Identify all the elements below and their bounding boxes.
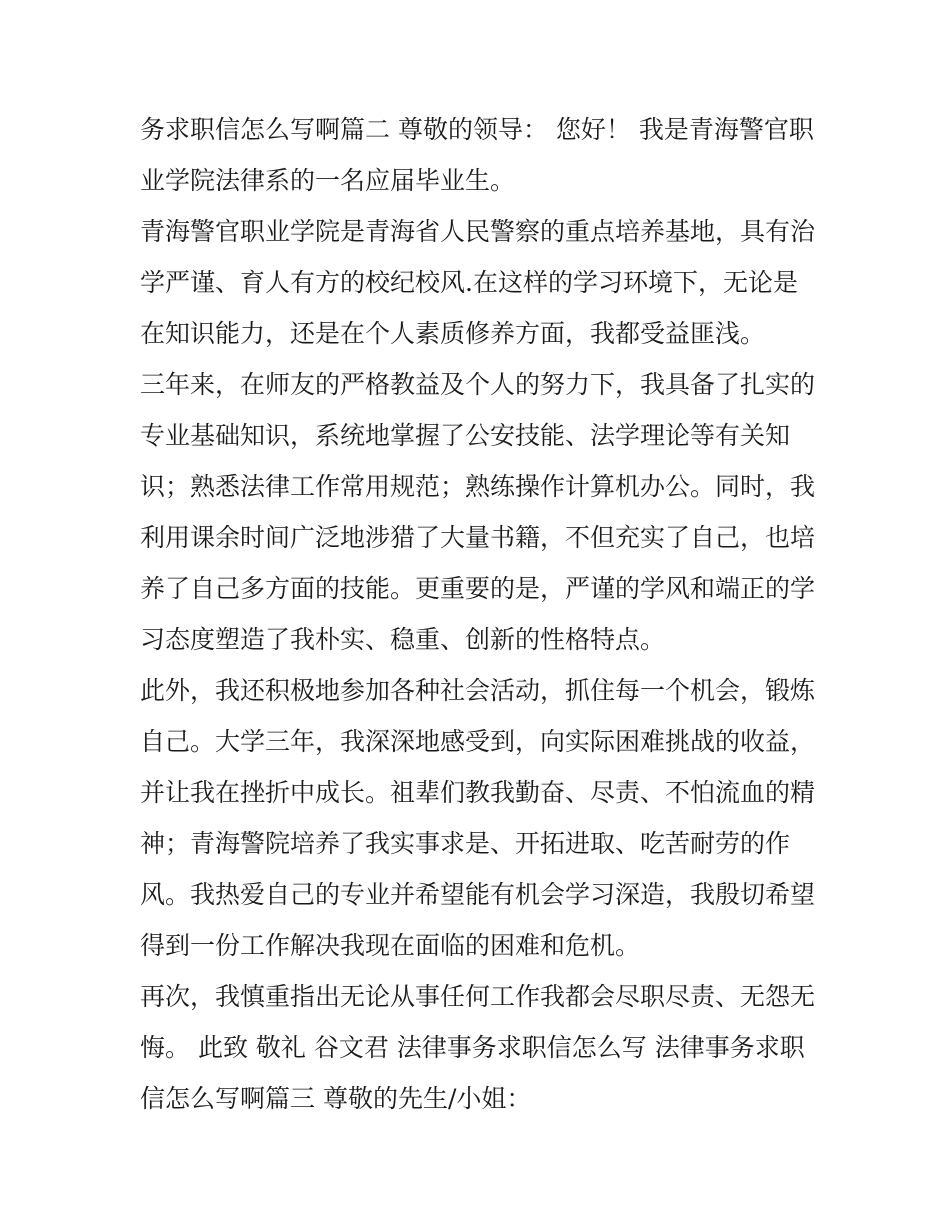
text-line: 自己。大学三年，我深深地感受到，向实际困难挑战的收益， [140,727,816,756]
document-body [140,104,820,1124]
text-line: 再次，我慎重指出无论从事任何工作我都会尽职尽责、无怨无 [140,982,816,1011]
text-line: 青海警官职业学院是青海省人民警察的重点培养基地，具有治 [140,217,816,246]
text-line: 务求职信怎么写啊篇二 尊敬的领导： 您好！ 我是青海警官职 [140,115,814,144]
text-line: 在知识能力，还是在个人素质修养方面，我都受益匪浅。 [140,319,766,348]
text-line: 神；青海警院培养了我实事求是、开拓进取、吃苦耐劳的作 [140,829,791,858]
text-line: 并让我在挫折中成长。祖辈们教我勤奋、尽责、不怕流血的精 [140,778,816,807]
text-line: 养了自己多方面的技能。更重要的是，严谨的学风和端正的学 [140,574,816,603]
text-line: 信怎么写啊篇三 尊敬的先生/小姐： [140,1084,532,1113]
text-line: 三年来，在师友的严格教益及个人的努力下，我具备了扎实的 [140,370,816,399]
text-line: 此外，我还积极地参加各种社会活动，抓住每一个机会，锻炼 [140,676,816,705]
paragraph-2 [140,206,820,359]
text-line: 得到一份工作解决我现在面临的困难和危机。 [140,931,641,960]
paragraph-5 [140,971,820,1124]
text-line: 业学院法律系的一名应届毕业生。 [140,166,516,195]
text-line: 识；熟悉法律工作常用规范；熟练操作计算机办公。同时，我 [140,472,816,501]
text-line: 悔。 此致 敬礼 谷文君 法律事务求职信怎么写 法律事务求职 [140,1033,805,1062]
paragraph-1 [140,104,820,206]
text-line: 利用课余时间广泛地涉猎了大量书籍，不但充实了自己，也培 [140,523,816,552]
text-line: 学严谨、育人有方的校纪校风.在这样的学习环境下，无论是 [140,268,798,297]
text-line: 习态度塑造了我朴实、稳重、创新的性格特点。 [140,625,666,654]
text-line: 专业基础知识，系统地掌握了公安技能、法学理论等有关知 [140,421,791,450]
paragraph-4 [140,665,820,971]
text-line: 风。我热爱自己的专业并希望能有机会学习深造，我殷切希望 [140,880,816,909]
paragraph-3 [140,359,820,665]
